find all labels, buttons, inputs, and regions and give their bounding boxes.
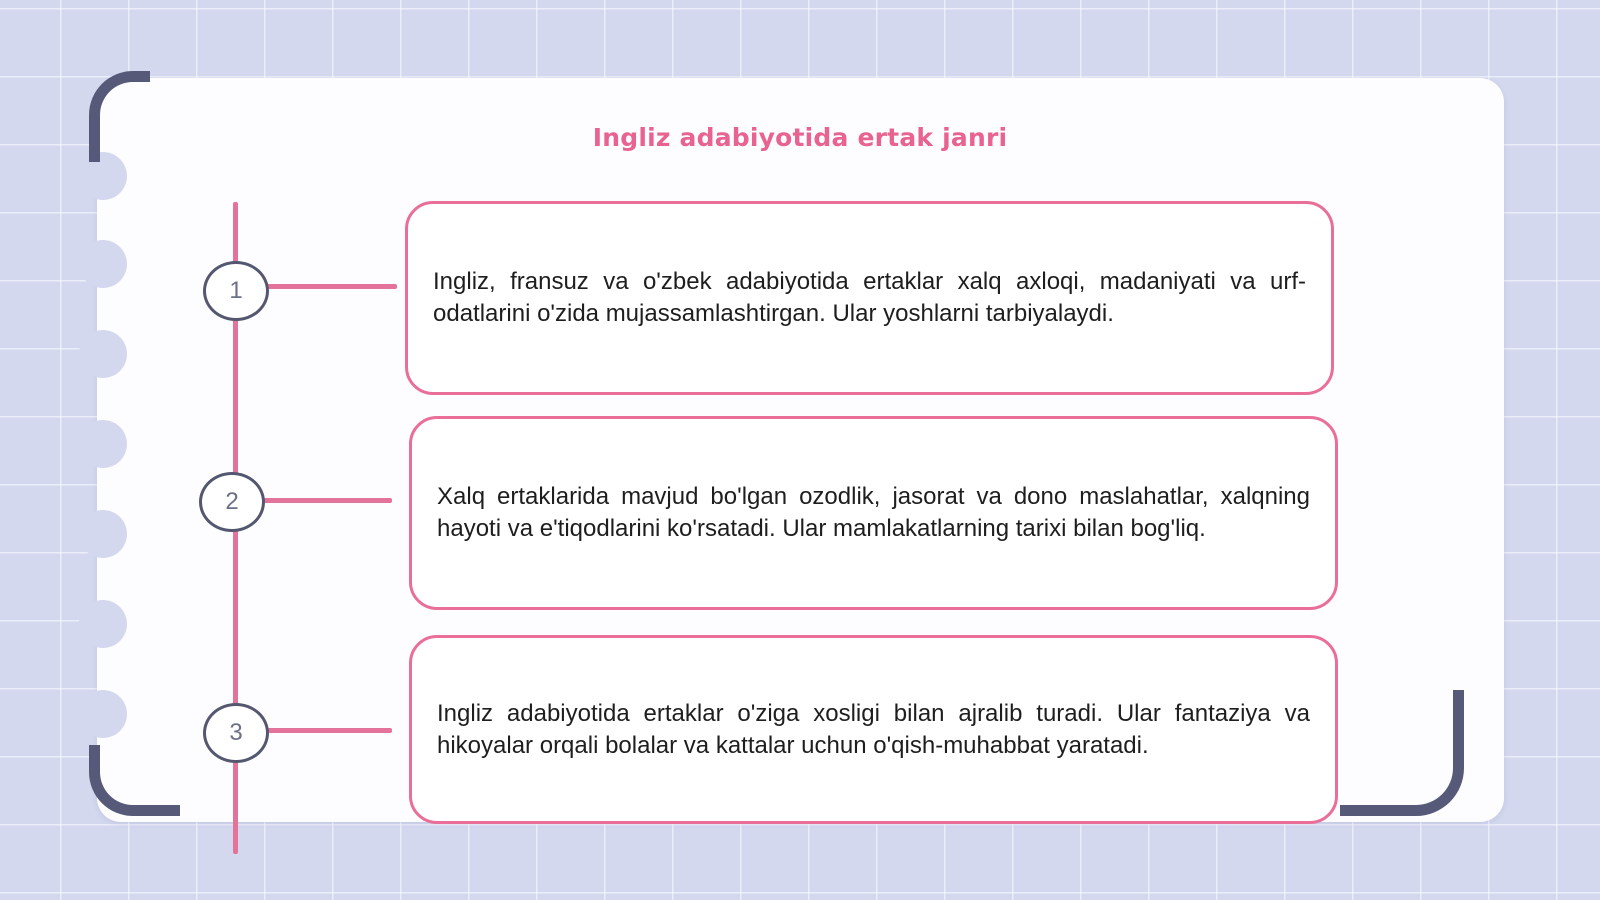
marker-number: 3 bbox=[229, 719, 243, 746]
paper-notch bbox=[79, 240, 127, 288]
paper-notch bbox=[79, 510, 127, 558]
corner-bracket-bottom-right bbox=[1340, 690, 1464, 816]
timeline-connector bbox=[262, 498, 392, 503]
marker-number: 2 bbox=[225, 488, 239, 515]
paper-notch bbox=[79, 690, 127, 738]
timeline-card-1 bbox=[405, 201, 1334, 395]
timeline-marker-1 bbox=[203, 261, 269, 321]
paper-notch bbox=[79, 600, 127, 648]
timeline-marker-2 bbox=[199, 472, 265, 532]
card-text: Ingliz adabiyotida ertaklar o'ziga xosligi bilan ajralib turadi. Ular fantaziya va hikoyalar orqali bolalar va kattalar uchun o'qish-muhabbat yaratadi. bbox=[437, 699, 1310, 759]
timeline-marker-3 bbox=[203, 703, 269, 763]
corner-bracket-top-left bbox=[89, 71, 150, 162]
card-text: Xalq ertaklarida mavjud bo'lgan ozodlik, jasorat va dono maslahatlar, xalqning hayoti va e'tiqodlarini ko'rsatadi. Ular mamlakatlarning tarixi bilan bog'liq. bbox=[437, 483, 1310, 542]
timeline-connector bbox=[265, 284, 397, 289]
paper-notch bbox=[79, 420, 127, 468]
slide-title: Ingliz adabiyotida ertak janri bbox=[592, 123, 1008, 152]
paper-notch bbox=[79, 330, 127, 378]
timeline-connector bbox=[265, 728, 392, 733]
card-text: Ingliz, fransuz va o'zbek adabiyotida ertaklar xalq axloqi, madaniyati va urf-odatlarini o'zida mujassamlashtirgan. Ular yoshlarni tarbiyalaydi. bbox=[433, 268, 1306, 327]
marker-number: 1 bbox=[229, 277, 243, 304]
timeline-card-3 bbox=[409, 635, 1338, 824]
timeline-card-2 bbox=[409, 416, 1338, 610]
